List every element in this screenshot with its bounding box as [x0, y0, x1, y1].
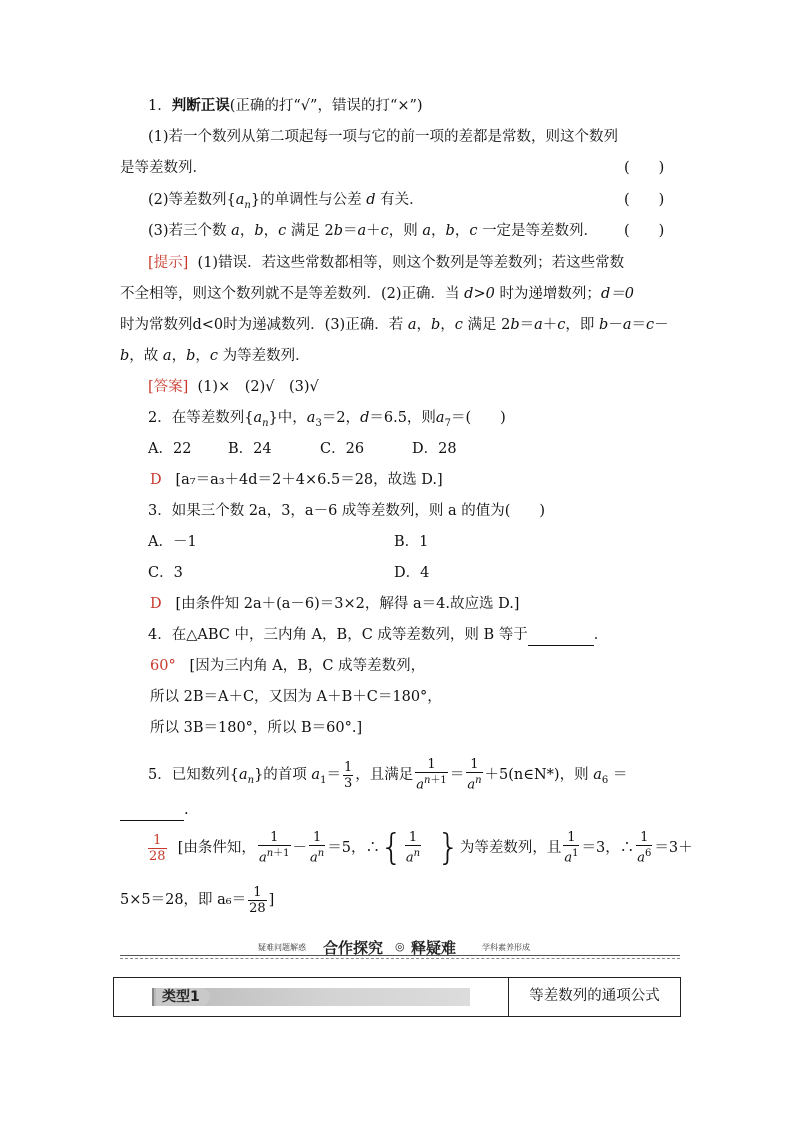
q1-s3-text-c: 则	[403, 223, 418, 239]
q5-stem-d: ＋5(n∈N*)，则	[484, 767, 589, 783]
q3-answer-letter: D	[150, 596, 162, 612]
q5-answer-frac-a6: $\frac{1}{a^6}$	[637, 830, 652, 866]
q2-stem-d: d	[360, 410, 370, 426]
hint-text-4b: 为等差数列．	[222, 348, 310, 364]
q2-stem-e: ＝6.5，则	[369, 410, 436, 426]
q5-frac-recurrence-left: $\frac{1}{a^{n+1}}$	[416, 757, 447, 793]
q1-s2-text-c: 有关．	[380, 192, 424, 208]
hint-text-1: (1)错误．若这些常数都相等，则这个数列是等差数列；若这些常数	[197, 255, 625, 271]
q1-hint-line2	[120, 284, 634, 304]
hint-text-3: 时为常数列	[120, 317, 193, 333]
q5-frac-recurrence-right: $\frac{1}{a^n}$	[467, 757, 482, 793]
q1-title	[148, 96, 423, 116]
q1-s3-paren: ( )	[624, 223, 665, 239]
q5-answer-frac	[148, 833, 167, 864]
q5-answer-line2	[120, 880, 274, 920]
q4-answer-line3: 所以 3B＝180°，所以 B＝60°.]	[150, 720, 363, 736]
answer-label: [答案]	[148, 379, 189, 395]
q5-answer-frac-num: 1	[148, 833, 167, 849]
q1-s3: (3)若三个数 a，b，c 满足 2b＝a＋c，则 a，b，c 一定是等差数列．	[148, 223, 599, 239]
q5-frac-a1: $\frac{1}{3}$	[343, 759, 353, 791]
banner-rule	[120, 955, 680, 956]
type-tag-label: 类型1	[156, 988, 210, 1006]
q5-answer-frac-left: $\frac{1}{a^{n+1}}$	[258, 830, 290, 866]
right-brace: }	[436, 827, 460, 868]
q1-s2-paren: ( )	[624, 192, 665, 208]
banner-separator-icon: ◎	[395, 940, 405, 953]
q3-answer	[150, 594, 519, 614]
q1-answer	[148, 377, 319, 397]
hint-text-2b: d>0	[464, 286, 495, 302]
type-topic: 等差数列的通项公式	[529, 988, 660, 1004]
q1-s2-sub: n	[244, 199, 251, 211]
q1-s2-var: a	[235, 192, 245, 208]
q2-option-d: D．28	[412, 441, 457, 457]
q5-stem: 5．已知数列$\{a_n\}$的首项 $a_1=$ $\frac{1}{3}$ ，且满足 $\frac{1}{a^{n+1}}$ ＝ $\frac{1}{a^n}$ ＋5(n∈N*)，则 $a_6$ ＝	[148, 757, 628, 793]
q3-option-d: D．4	[394, 565, 430, 581]
q5-stem-a: 5．已知数列{	[148, 767, 239, 783]
banner-rule-dashed	[120, 958, 680, 959]
q2-option-b: B．24	[228, 441, 272, 457]
type-tag-bar	[152, 988, 470, 1006]
q3-option-a: A．－1	[148, 534, 197, 550]
q1-s2	[148, 190, 424, 216]
banner-title-b: 释疑难	[411, 939, 457, 957]
hint-text-4: 故	[143, 348, 159, 364]
q5-answer-line1: $\frac{1}{28}$ [由条件知， $\frac{1}{a^{n+1}}$ － $\frac{1}{a^n}$ ＝5，∴{ $\frac{1}{a^n}$ }为等差数列，且 $\frac{1}{a^1}$ ＝3，∴ $\frac{1}{a^6}$ ＝3＋	[149, 827, 693, 868]
q5-answer-line2-end: ]	[268, 892, 275, 908]
q1-number: 1．	[148, 98, 172, 114]
q5-answer-frac-final: $\frac{1}{28}$	[249, 884, 266, 916]
q2-stem-a: 2．在等差数列{	[148, 410, 254, 426]
q3-option-c: C．3	[148, 565, 183, 581]
q5-answer-d: ＝3，∴	[581, 840, 635, 856]
hint-text-2d: d＝0	[600, 286, 634, 302]
left-brace: {	[379, 827, 403, 868]
q2-stem-f: ＝( )	[450, 410, 506, 426]
q1-s1-paren: ( )	[624, 160, 665, 176]
answer-text: (1)× (2)√ (3)√	[197, 379, 319, 395]
hint-text-3c: 满足	[467, 317, 497, 333]
q5-answer-frac-a1: $\frac{1}{a^1}$	[564, 830, 579, 866]
q2-stem-c: ＝2，	[321, 410, 361, 426]
q2-option-a: A．22	[148, 441, 192, 457]
q1-s1-line1: (1)若一个数列从第二项起每一项与它的前一项的差都是常数，则这个数列	[148, 129, 619, 145]
q1-hint-line1	[148, 253, 624, 273]
q4-answer-line2: 所以 2B＝A＋C，又因为 A＋B＋C＝180°，	[150, 689, 442, 705]
q2-stem: 2．在等差数列$\{a_n\}$中，$a_3=2$，d＝6.5，则$a_7=$( )	[148, 410, 506, 429]
q1-hint-line3: 时为常数列d<0时为递减数列．(3)正确．若 a，b，c 满足 2b＝a＋c，即 b－a＝c－	[120, 317, 669, 333]
banner-title-a: 合作探究	[323, 939, 384, 957]
q5-answer-e: ＝3＋	[654, 840, 693, 856]
q5-stem-c: ，且满足	[355, 767, 414, 783]
q5-answer-b: ＝5，∴	[327, 840, 380, 856]
q2-options	[148, 439, 457, 459]
q2-answer-text: [a₇＝a₃＋4d＝2＋4×6.5＝28，故选 D.]	[175, 472, 443, 488]
q1-s1-line2: 是等差数列．	[120, 160, 207, 176]
q4-stem-text: 4．在△ABC 中，三内角 A，B，C 成等差数列，则 B 等于	[148, 627, 528, 643]
q1-title-rest: (正确的打“√”，错误的打“×”)	[229, 98, 423, 114]
q5-stem-b: }的首项	[254, 767, 307, 783]
q5-blank	[120, 800, 184, 821]
q1-s3-text-d: 一定是等差数列．	[482, 223, 599, 239]
q5-answer-frac-seq: $\frac{1}{a^n}$	[405, 830, 421, 866]
q4-stem: 4．在△ABC 中，三内角 A，B，C 成等差数列，则 B 等于 ．	[148, 625, 608, 646]
hint-text-3d: 即	[579, 317, 595, 333]
q1-s2-d: d	[366, 192, 376, 208]
q1-s2-text-b: }的单调性与公差	[250, 192, 362, 208]
q5-answer-c: 为等差数列，且	[459, 840, 562, 856]
q1-s2-text-a: (2)等差数列{	[148, 192, 236, 208]
q5-answer-frac-den: 28	[149, 848, 166, 864]
q2-stem-b: }中，	[268, 410, 307, 426]
banner-left-text: 疑难问题解惑	[258, 943, 306, 952]
q1-s3-text-b: 满足	[290, 223, 320, 239]
q2-answer-letter: D	[150, 472, 162, 488]
q2-option-c: C．26	[320, 441, 365, 457]
q3-stem: 3．如果三个数 2a，3，a－6 成等差数列，则 a 的值为( )	[148, 503, 546, 519]
q5-answer-frac-right: $\frac{1}{a^n}$	[310, 830, 325, 866]
q5-stem-e: ＝	[612, 767, 628, 783]
q5-answer-a: [由条件知，	[177, 840, 256, 856]
q4-blank	[528, 625, 594, 646]
q3-answer-text: [由条件知 2a＋(a－6)＝3×2，解得 a＝4.故应选 D.]	[175, 596, 520, 612]
q5-blank-line: .	[120, 800, 189, 821]
type-table	[113, 977, 681, 1017]
q5-answer-line2-text: 5×5＝28，即 a₆＝	[120, 892, 247, 908]
q1-s3-text-a: (3)若三个数	[148, 223, 227, 239]
hint-text-2c: 时为递增数列；	[499, 286, 601, 302]
q4-answer-text-1: [因为三内角 A，B，C 成等差数列，	[189, 658, 426, 674]
q4-answer-line1	[150, 656, 425, 676]
hint-text-3b: d<0时为递减数列．(3)正确．若	[192, 317, 404, 333]
banner-right-text: 学科素养形成	[482, 943, 530, 952]
q4-answer-value: 60°	[150, 658, 176, 674]
section-banner	[120, 936, 680, 958]
q1-hint-line4: b，故 a，b，c 为等差数列．	[120, 348, 310, 364]
q1-title-bold: 判断正误	[171, 97, 230, 114]
q3-option-b: B．1	[394, 534, 429, 550]
hint-label: [提示]	[148, 255, 189, 271]
hint-text-2: 不全相等，则这个数列就不是等差数列．(2)正确．当	[120, 286, 460, 302]
q2-answer	[150, 470, 443, 490]
